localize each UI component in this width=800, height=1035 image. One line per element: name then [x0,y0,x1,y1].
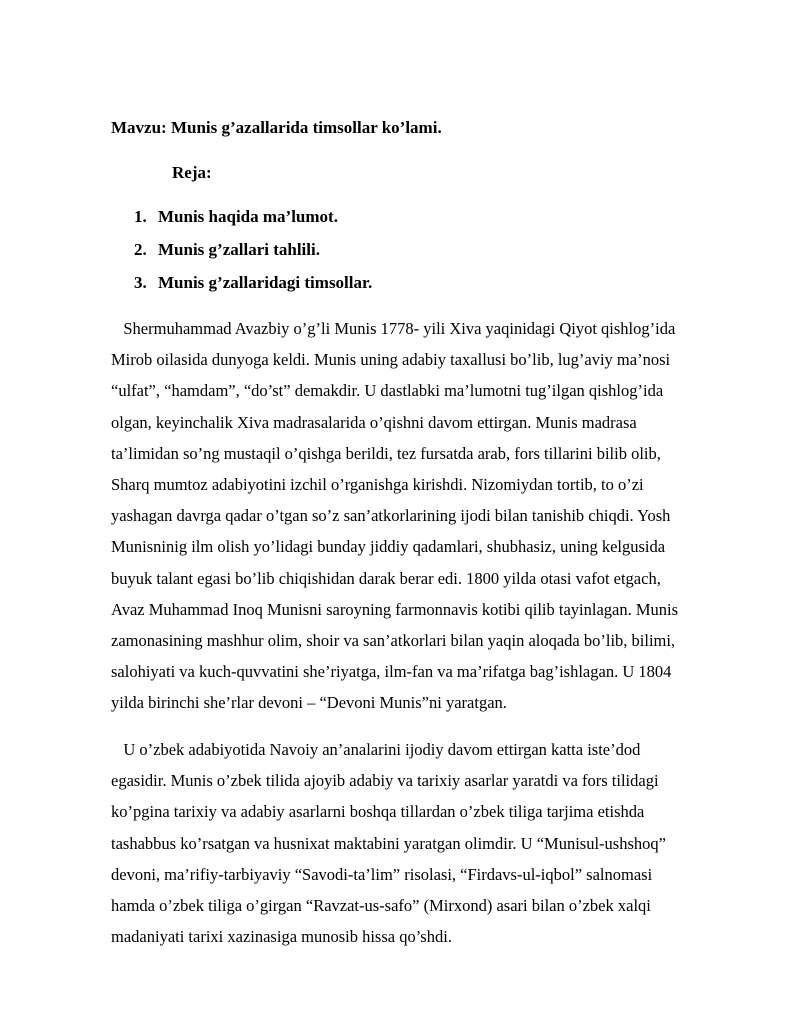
plan-item-text: Munis g’zallari tahlili. [158,240,320,259]
paragraph-line: devoni, ma’rifiy-tarbiyaviy “Savodi-ta’lim” risolasi, “Firdavs-ul-iqbol” salnomasi [111,864,653,884]
plan-item-number: 2. [134,240,147,259]
plan-item-text: Munis g’zallaridagi timsollar. [158,273,373,292]
paragraph-legacy [111,734,751,952]
paragraph-line: hamda o’zbek tiliga o’girgan “Ravzat-us-safo” (Mirxond) asari bilan o’zbek xalqi [111,896,651,916]
paragraph-line: madaniyati tarixi xazinasiga munosib hissa qo’shdi. [111,927,452,947]
paragraph-biography [111,313,751,719]
paragraph-line: Avaz Muhammad Inoq Munisni saroyning farmonnavis kotibi qilib tayinlagan. Munis [111,599,679,619]
paragraph-line: Sharq mumtoz adabiyotini izchil o’rganishga kirishdi. Nizomiydan tortib, to o’zi [111,475,644,495]
paragraph-line: “ulfat”, “hamdam”, “do’st” demakdir. U dastlabki ma’lumotni tug’ilgan qishlog’ida [111,381,664,401]
paragraph-line: yashagan davrga qadar o’tgan so’z san’atkorlarining ijodi bilan tanishib chiqdi. Yosh [111,506,671,526]
plan-item-text: Munis haqida ma’lumot. [158,207,338,226]
document-title: Mavzu: Munis g’azallarida timsollar ko’lami. [111,118,442,137]
paragraph-line: egasidir. Munis o’zbek tilida ajoyib adabiy va tarixiy asarlar yaratdi va fors tilidagi [111,771,659,791]
paragraph-line: Mirob oilasida dunyoga keldi. Munis uning adabiy taxallusi bo’lib, lug’aviy ma’nosi [111,350,671,370]
paragraph-line: yilda birinchi she’rlar devoni – “Devoni Munis”ni yaratgan. [111,693,507,713]
paragraph-line: tashabbus ko’rsatgan va husnixat maktabini yaratgan olimdir. U “Munisul-ushshoq” [111,833,666,853]
plan-item-number: 3. [134,273,147,292]
plan-heading: Reja: [172,163,212,182]
plan-item [134,240,372,273]
plan-item [134,273,372,306]
paragraph-line: ta’limidan so’ng mustaqil o’qishga berildi, tez fursatda arab, fors tillarini bilib olib, [111,443,661,463]
paragraph-line: olgan, keyinchalik Xiva madrasalarida o’qishni davom ettirgan. Munis madrasa [111,412,637,432]
plan-list [134,207,372,306]
plan-item [134,207,372,240]
paragraph-line: salohiyati va kuch-quvvatini she’riyatga, ilm-fan va ma’rifatga bag’ishlagan. U 1804 [111,662,672,682]
paragraph-line: Shermuhammad Avazbiy o’g’li Munis 1778- yili Xiva yaqinidagi Qiyot qishlog’ida [111,319,676,338]
paragraph-line: buyuk talant egasi bo’lib chiqishidan darak berar edi. 1800 yilda otasi vafot etgach, [111,568,661,588]
paragraph-line: U o’zbek adabiyotida Navoiy an’analarini ijodiy davom ettirgan katta iste’dod [111,740,641,759]
paragraph-line: ko’pgina tarixiy va adabiy asarlarni boshqa tillardan o’zbek tiliga tarjima etishda [111,802,645,822]
paragraph-line: zamonasining mashhur olim, shoir va san’atkorlari bilan yaqin aloqada bo’lib, bilimi, [111,631,676,651]
paragraph-line: Munisninig ilm olish yo’lidagi bunday jiddiy qadamlari, shubhasiz, uning kelgusida [111,537,666,557]
plan-item-number: 1. [134,207,147,226]
